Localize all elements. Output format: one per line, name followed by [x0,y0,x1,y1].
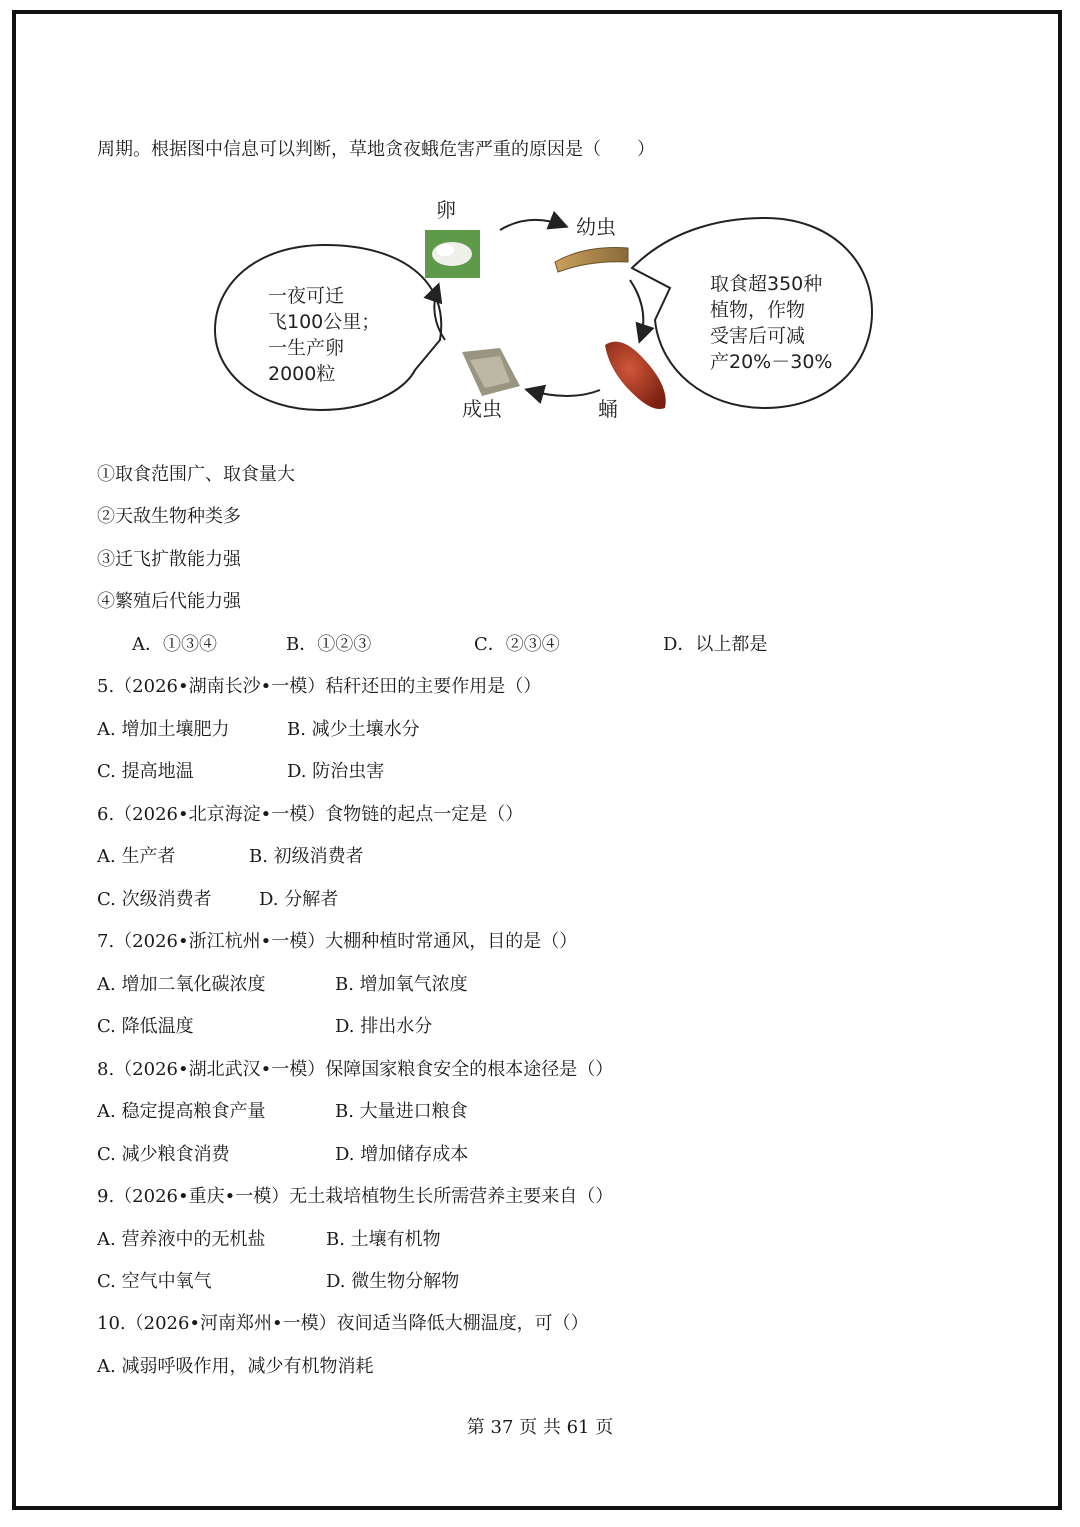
larva-label: 幼虫 [576,215,616,239]
q6-option-b: B. 初级消费者 [249,846,364,867]
left-bubble-line-3: 一生产卵 [268,337,345,359]
q4-option-a: A．①③④ [132,634,217,655]
left-speech-bubble [215,245,441,410]
q7-option-b: B. 增加氧气浓度 [335,974,468,995]
question-9-stem: 9.（2026•重庆•一模）无土栽培植物生长所需营养主要来自（） [97,1186,614,1207]
arrow-egg-to-larva [500,220,565,230]
statement-1: ①取食范围广、取食量大 [97,464,295,485]
question-10-stem: 10.（2026•河南郑州•一模）夜间适当降低大棚温度，可（） [97,1313,589,1334]
q6-option-a: A. 生产者 [97,846,176,867]
left-bubble-line-1: 一夜可迁 [268,285,345,307]
right-bubble-line-3: 受害后可减 [710,325,806,347]
q4-option-b: B．①②③ [286,634,372,655]
question-4-stem: 周期。根据图中信息可以判断，草地贪夜蛾危害严重的原因是（ ） [97,139,655,160]
q5-option-a: A. 增加土壤肥力 [97,719,230,740]
adult-moth-image [462,348,520,396]
q7-option-a: A. 增加二氧化碳浓度 [97,974,266,995]
q9-option-c: C. 空气中氧气 [97,1271,212,1292]
q8-option-b: B. 大量进口粮食 [335,1101,468,1122]
right-bubble-line-4: 产20%－30% [710,351,833,373]
question-7-stem: 7.（2026•浙江杭州•一模）大棚种植时常通风，目的是（） [97,931,578,952]
q6-option-d: D. 分解者 [259,889,339,910]
q9-option-d: D. 微生物分解物 [326,1271,460,1292]
q8-option-a: A. 稳定提高粮食产量 [97,1101,266,1122]
q4-option-d: D．以上都是 [663,634,768,655]
q9-option-a: A. 营养液中的无机盐 [97,1229,266,1250]
q5-option-d: D. 防治虫害 [287,761,385,782]
egg-image [425,230,480,278]
fall-armyworm-lifecycle-diagram [200,190,900,430]
statement-3: ③迁飞扩散能力强 [97,549,241,570]
egg-label: 卵 [436,198,456,222]
larva-image [555,248,628,272]
left-bubble-line-2: 飞100公里； [268,311,381,333]
pupa-label: 蛹 [598,397,618,421]
question-5-stem: 5.（2026•湖南长沙•一模）秸秆还田的主要作用是（） [97,676,542,697]
page-number-footer: 第 37 页 共 61 页 [466,1417,614,1438]
question-8-stem: 8.（2026•湖北武汉•一模）保障国家粮食安全的根本途径是（） [97,1059,614,1080]
statement-2: ②天敌生物种类多 [97,506,241,527]
left-bubble-line-4: 2000粒 [268,363,336,385]
right-bubble-line-2: 植物，作物 [710,299,806,321]
q5-option-c: C. 提高地温 [97,761,194,782]
q9-option-b: B. 土壤有机物 [326,1229,441,1250]
q8-option-d: D. 增加储存成本 [335,1144,469,1165]
statement-4: ④繁殖后代能力强 [97,591,241,612]
right-speech-bubble [632,218,872,408]
right-bubble-line-1: 取食超350种 [710,273,823,295]
adult-label: 成虫 [462,397,502,421]
q10-option-a: A. 减弱呼吸作用，减少有机物消耗 [97,1356,374,1377]
arrow-larva-to-pupa [630,280,643,340]
q6-option-c: C. 次级消费者 [97,889,212,910]
q4-option-c: C．②③④ [474,634,560,655]
q7-option-d: D. 排出水分 [335,1016,433,1037]
question-6-stem: 6.（2026•北京海淀•一模）食物链的起点一定是（） [97,804,524,825]
arrow-pupa-to-adult [528,390,600,396]
q5-option-b: B. 减少土壤水分 [287,719,420,740]
q7-option-c: C. 降低温度 [97,1016,194,1037]
q8-option-c: C. 减少粮食消费 [97,1144,230,1165]
